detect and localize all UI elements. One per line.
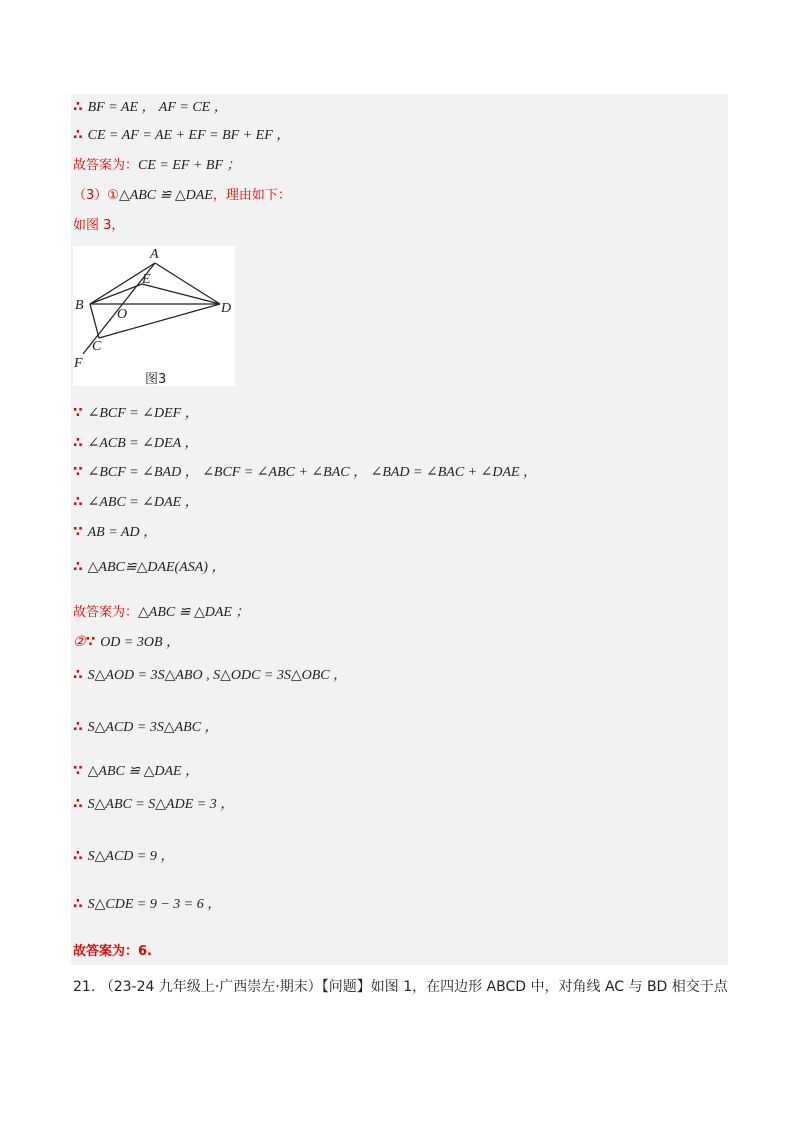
part-3-reason: ，理由如下： bbox=[212, 188, 291, 203]
solution-line-11 bbox=[73, 558, 225, 577]
line-8-text: ∵ ∠BCF = ∠BAD ， ∠BCF = ∠ABC + ∠BAC ， ∠BAD = ∠BAC + ∠DAE ， bbox=[73, 464, 538, 480]
because-symbol: ∵ bbox=[73, 405, 88, 421]
solution-line-13 bbox=[73, 633, 180, 652]
solution-line-2 bbox=[73, 126, 290, 145]
solution-line-18 bbox=[73, 847, 174, 866]
answer-line-1 bbox=[73, 156, 241, 175]
line-10-text: ∵ AB = AD ， bbox=[73, 524, 158, 540]
segment-bc bbox=[90, 304, 99, 338]
solution-line-19 bbox=[73, 895, 221, 914]
therefore-symbol: ∴ bbox=[73, 796, 88, 812]
solution-line-16 bbox=[73, 762, 199, 781]
figure-reference-text: 如图 3， bbox=[73, 218, 125, 233]
figure-reference bbox=[73, 216, 124, 235]
line-7-text: ∴ ∠ACB = ∠DEA ， bbox=[73, 435, 199, 451]
line-18-text: ∴ S△ACD = 9 ， bbox=[73, 848, 175, 864]
label-f: F bbox=[74, 356, 83, 371]
solution-line-7 bbox=[73, 434, 198, 453]
question-21 bbox=[73, 976, 728, 996]
answer-label-2: 故答案为： bbox=[73, 605, 139, 620]
label-c: C bbox=[92, 339, 102, 354]
line-2-text: ∴ CE = AF = AE + EF = BF + EF ， bbox=[73, 127, 291, 143]
line-1-text: ∴ BF = AE ， AF = CE ， bbox=[73, 99, 228, 115]
because-symbol: ∵ bbox=[73, 763, 88, 779]
answer-line-3 bbox=[73, 942, 152, 961]
therefore-symbol: ∴ bbox=[73, 99, 88, 115]
solution-line-14 bbox=[73, 666, 347, 685]
therefore-symbol: ∴ bbox=[73, 719, 88, 735]
line-16-text: ∵ △ABC ≌ △DAE ， bbox=[73, 763, 200, 779]
solution-line-6 bbox=[73, 404, 199, 423]
line-19-text: ∴ S△CDE = 9 − 3 = 6 ， bbox=[73, 896, 222, 912]
line-11-text: ∴ △ABC≌△DAE(ASA) ， bbox=[73, 559, 226, 575]
answer-value-1: CE = EF + BF ； bbox=[138, 158, 241, 173]
segment-ad bbox=[155, 263, 220, 304]
label-b: B bbox=[75, 298, 84, 313]
therefore-symbol: ∴ bbox=[73, 435, 88, 451]
solution-line-15 bbox=[73, 718, 219, 737]
because-symbol: ∵ bbox=[73, 524, 88, 540]
part-3-heading bbox=[73, 186, 291, 205]
figure-3-diagram bbox=[73, 246, 235, 386]
part-3-number: （3）① bbox=[73, 188, 119, 203]
therefore-symbol: ∴ bbox=[73, 127, 88, 143]
answer-line-2 bbox=[73, 603, 249, 622]
label-o: O bbox=[117, 307, 128, 322]
therefore-symbol: ∴ bbox=[73, 896, 88, 912]
answer-label-3: 故答案为：6. bbox=[73, 944, 152, 959]
solution-line-1 bbox=[73, 98, 228, 117]
because-symbol: ∵ bbox=[73, 464, 88, 480]
solution-panel bbox=[71, 94, 728, 965]
label-d: D bbox=[221, 301, 232, 316]
solution-line-10 bbox=[73, 523, 157, 542]
line-9-text: ∴ ∠ABC = ∠DAE ， bbox=[73, 494, 199, 510]
figure-3 bbox=[73, 246, 235, 386]
therefore-symbol: ∴ bbox=[73, 667, 88, 683]
solution-line-9 bbox=[73, 493, 199, 512]
answer-label-1: 故答案为： bbox=[73, 158, 139, 173]
answer-value-2: △ABC ≌ △DAE ； bbox=[138, 605, 250, 620]
figure-caption: 图3 bbox=[145, 372, 167, 386]
therefore-symbol: ∴ bbox=[73, 494, 88, 510]
solution-line-17 bbox=[73, 795, 234, 814]
therefore-symbol: ∴ bbox=[73, 848, 88, 864]
line-17-text: ∴ S△ABC = S△ADE = 3 ， bbox=[73, 796, 235, 812]
circled-number: ② bbox=[73, 635, 86, 650]
question-21-text: 21. （23-24 九年级上·广西崇左·期末）【问题】如图 1，在四边形 ABCD 中，对角线 AC 与 BD 相交于点 bbox=[73, 979, 728, 995]
label-a: A bbox=[150, 247, 159, 262]
segment-ed bbox=[142, 284, 220, 304]
line-13-text: ②∵ OD = 3OB ， bbox=[73, 634, 181, 650]
solution-line-8 bbox=[73, 463, 537, 482]
label-e: E bbox=[142, 272, 151, 287]
part-3-claim: △ABC ≌ △DAE bbox=[118, 188, 213, 203]
therefore-symbol: ∴ bbox=[73, 559, 88, 575]
line-6-text: ∵ ∠BCF = ∠DEF ， bbox=[73, 405, 199, 421]
line-15-text: ∴ S△ACD = 3S△ABC ， bbox=[73, 719, 219, 735]
line-14-text: ∴ S△AOD = 3S△ABO , S△ODC = 3S△OBC ， bbox=[73, 667, 348, 683]
because-symbol: ∵ bbox=[85, 634, 101, 650]
